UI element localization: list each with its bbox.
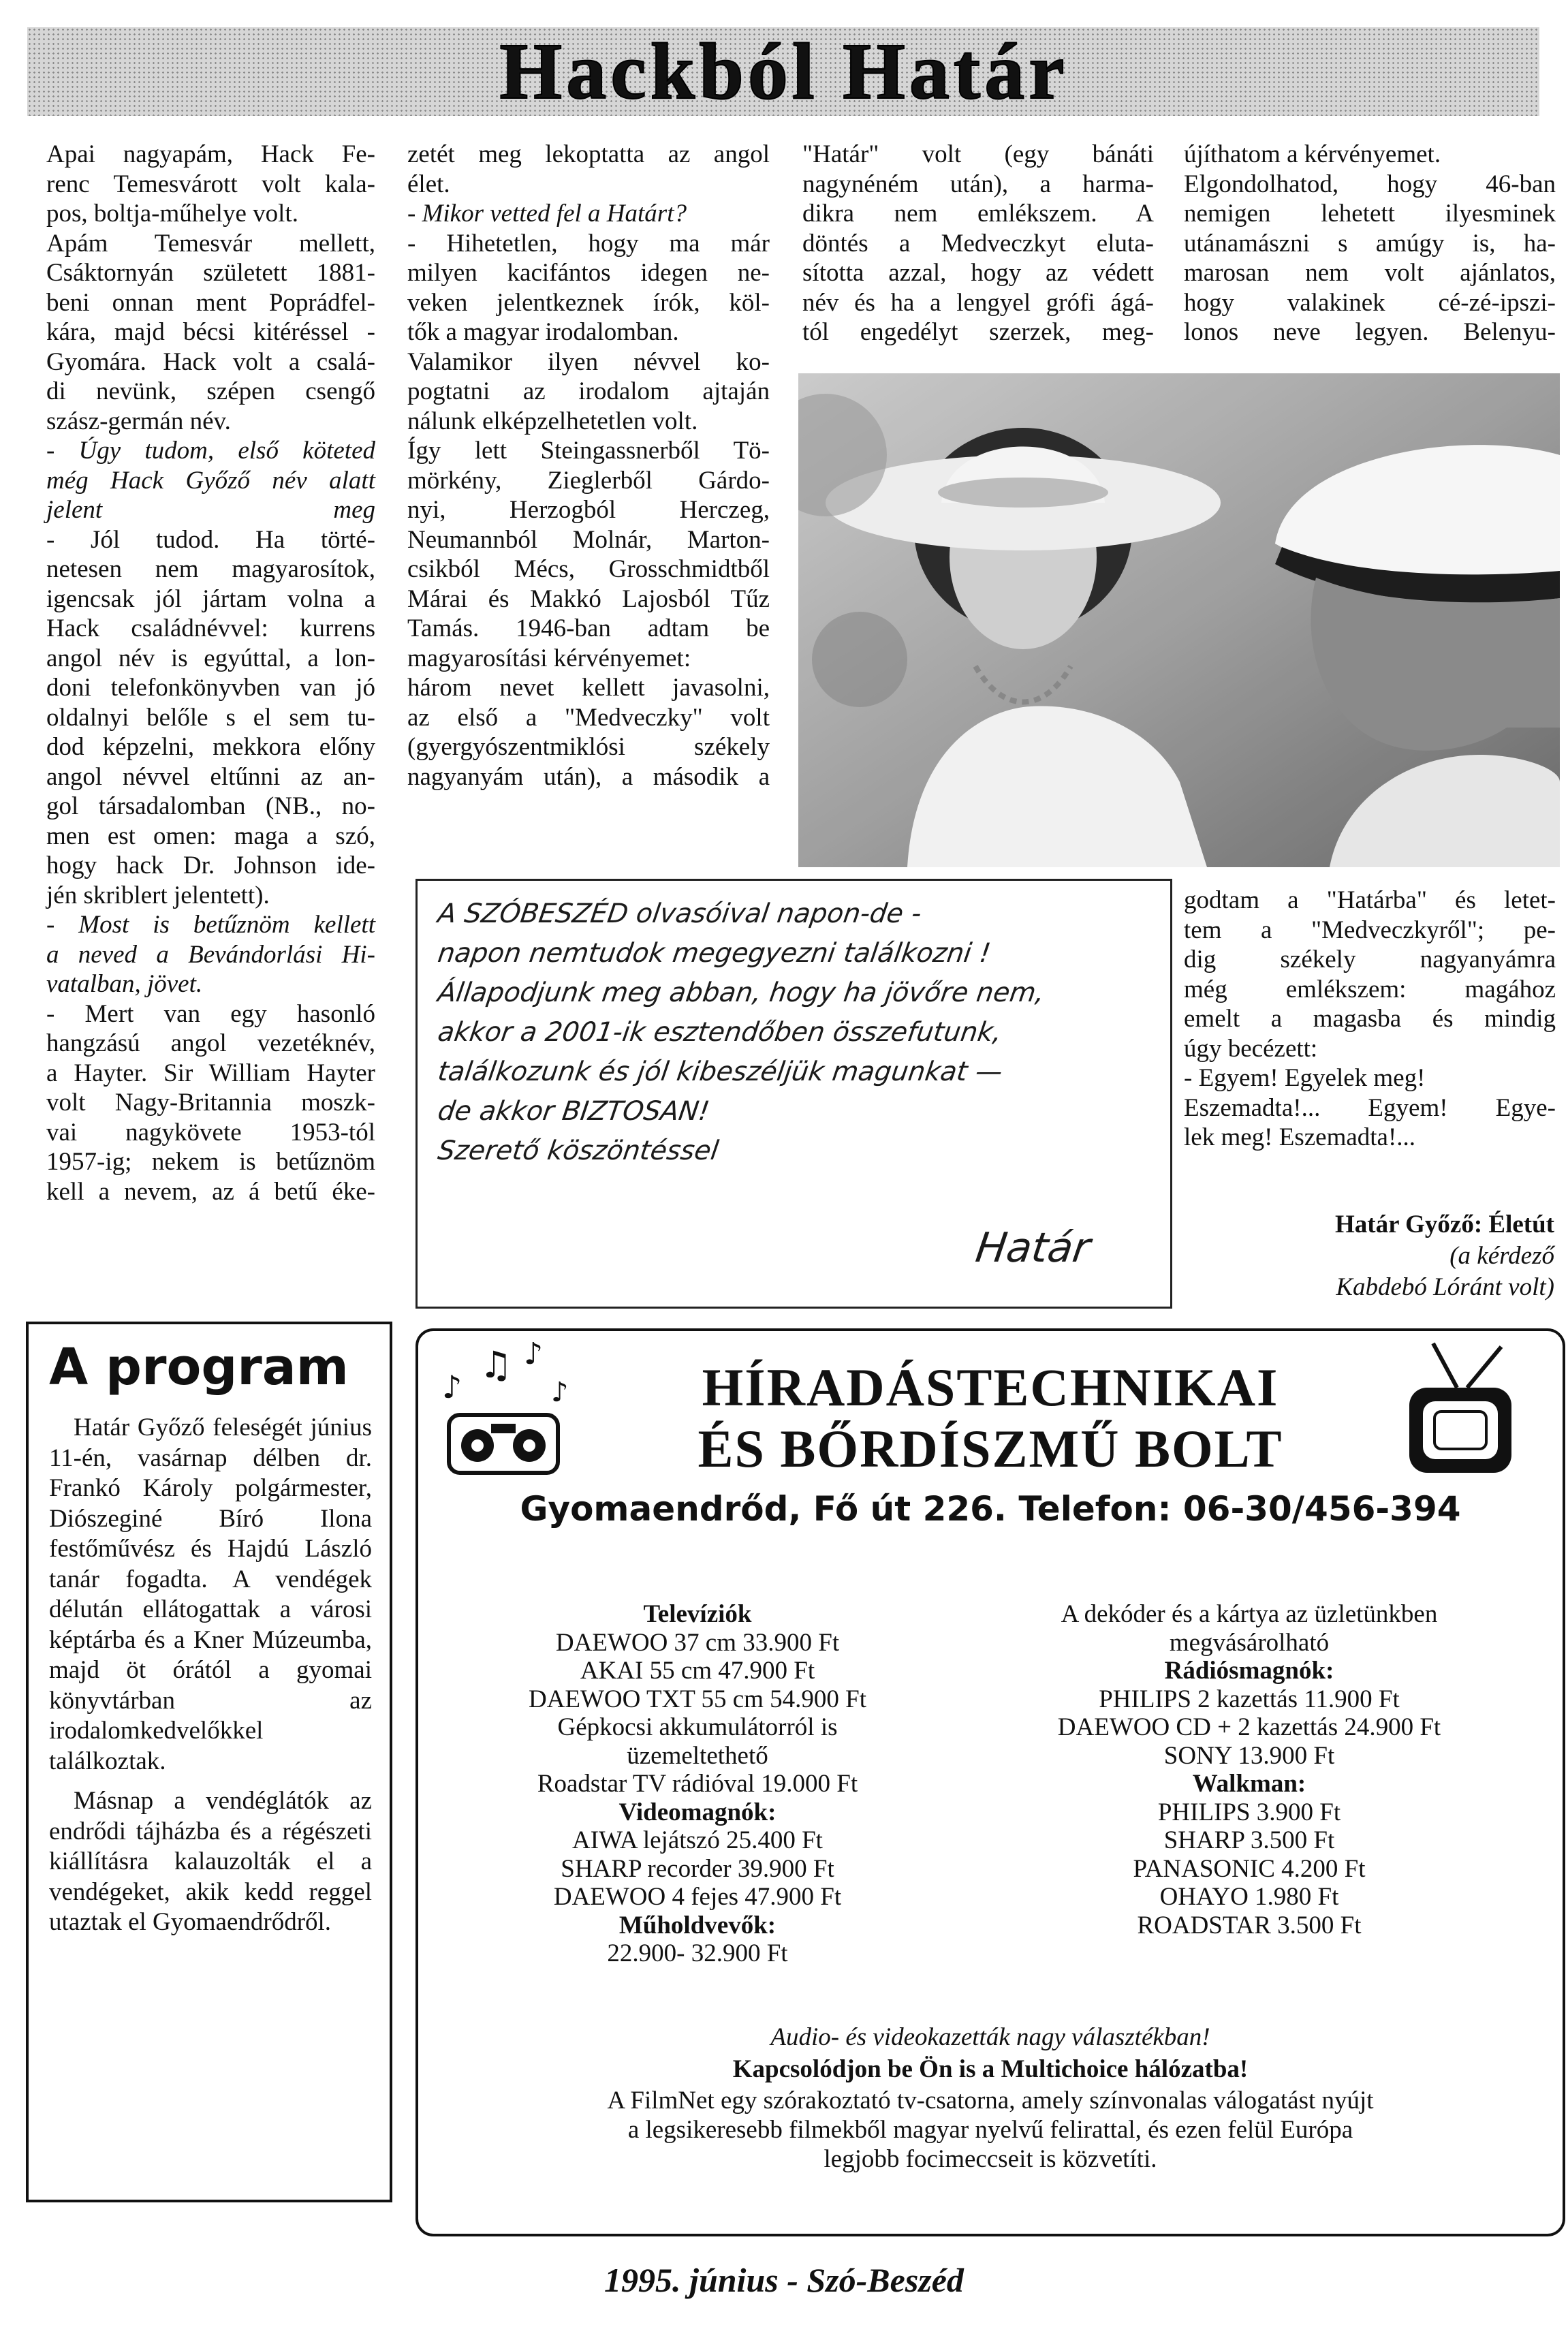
text-line: igencsak jól jártam volna a [46, 584, 375, 613]
text-line: netesen nem magyarosítok, [46, 555, 375, 583]
article-column-4 [1184, 140, 1556, 347]
text-line: - Egyem! Egyelek meg! [1184, 1064, 1426, 1092]
svg-text:♫: ♫ [480, 1343, 513, 1386]
list-heading: Rádiósmagnók: [1164, 1657, 1334, 1685]
text-line: Hack családnévvel: kurrens [46, 614, 375, 642]
text-line: hogy hack Dr. Johnson ide- [46, 852, 375, 879]
note-line: Szerető köszöntéssel [435, 1136, 721, 1166]
text-line: megvásárolható [1169, 1628, 1330, 1657]
text-line: PHILIPS 2 kazettás 11.900 Ft [1099, 1685, 1400, 1713]
text-line: ROADSTAR 3.500 Ft [1137, 1911, 1362, 1939]
program-box [26, 1322, 392, 2202]
text-line: tem a "Medveczkyről"; pe- [1184, 916, 1556, 944]
text-line: magyarosítási kérvényemet: [407, 644, 691, 672]
text-line: milyen kacifántos idegen ne- [407, 259, 770, 287]
text-line: Roadstar TV rádióval 19.000 Ft [537, 1770, 858, 1798]
text-line: három nevet kellett javasolni, [407, 674, 770, 702]
page-footer: 1995. június - Szó-Beszéd [604, 2261, 964, 2299]
shop-advertisement [415, 1328, 1565, 2236]
text-line: renc Temesvárott volt kala- [46, 170, 375, 198]
text-line: SHARP 3.500 Ft [1163, 1826, 1335, 1854]
text-line: vatalban, jövet. [46, 970, 203, 998]
text-line: A dekóder és a kártya az üzletünkben [1061, 1600, 1438, 1628]
text-line: dig székely nagyanyámra [1184, 946, 1556, 973]
text-line: élet. [407, 170, 450, 198]
list-heading: Műholdvevők: [618, 1911, 777, 1939]
handwritten-note [415, 879, 1172, 1309]
text-line: úgy becézett: [1184, 1034, 1318, 1063]
article-column-2 [407, 140, 770, 792]
svg-text:♪: ♪ [524, 1337, 544, 1371]
note-line: napon nemtudok megegyezni találkozni ! [435, 938, 993, 969]
text-line: PANASONIC 4.200 Ft [1133, 1854, 1366, 1883]
text-line: gol társadalomban (NB., no- [46, 792, 375, 820]
text-line: vai nagykövete 1953-tól [46, 1118, 375, 1146]
article-column-4-continued [1184, 886, 1556, 1153]
article-column-3 [802, 140, 1154, 347]
list-heading: Walkman: [1192, 1770, 1306, 1798]
text-line: újíthatom a kérvényemet. [1184, 140, 1441, 168]
text-line: jelent meg [46, 496, 375, 524]
text-line: emelt a magasba és mindig [1184, 1005, 1556, 1033]
text-line: még Hack Győző név alatt [46, 466, 375, 495]
note-line: Állapodjunk meg abban, hogy ha jövőre nem, [435, 978, 1047, 1008]
ad-list-right [1004, 1600, 1494, 1939]
article-credit [1184, 1209, 1554, 1303]
text-line: - Jól tudod. Ha törté- [46, 525, 375, 554]
text-line: lek meg! Eszemadta!... [1184, 1123, 1416, 1151]
text-line: döntés a Medveczkyt eluta- [802, 229, 1154, 258]
text-line: a neved a Bevándorlási Hi- [46, 940, 375, 969]
text-line: AIWA lejátszó 25.400 Ft [572, 1826, 823, 1854]
text-line: Apai nagyapám, Hack Fe- [46, 140, 375, 168]
photo-illustration [798, 373, 1560, 867]
svg-text:♪: ♪ [551, 1377, 569, 1408]
text-line: tők a magyar irodalomban. [407, 318, 679, 346]
program-paragraph-2: Másnap a vendéglátók az endrődi tájházba és a régészeti kiállításra kalauzolták el a vendégeket, akik kedd reggel utaztak el Gyomaendrődről. [49, 1787, 372, 1936]
program-title: A program [49, 1338, 349, 1396]
program-body [49, 1413, 372, 1938]
text-line: pogtatni az irodalom ajtaján [407, 377, 770, 405]
text-line: Eszemadta!... Egyem! Egye- [1184, 1093, 1556, 1122]
text-line: DAEWOO TXT 55 cm 54.900 Ft [528, 1685, 867, 1713]
text-line: angol névvel eltűnni az an- [46, 762, 375, 791]
text-line: szász-germán név. [46, 407, 231, 435]
ad-filmnet-line-1: A FilmNet egy szórakoztató tv-csatorna, amely színvonalas válogatást nyújt [607, 2087, 1374, 2115]
text-line: angol név is egyúttal, a lon- [46, 644, 375, 672]
text-line: 1957-ig; nekem is betűznöm [46, 1148, 375, 1176]
credit-interviewer-label: (a kérdező [1449, 1242, 1554, 1270]
note-line: akkor a 2001-ik esztendőben összefutunk, [435, 1017, 1004, 1048]
text-line: nagynéném után), a harma- [802, 170, 1154, 198]
text-line: DAEWOO 37 cm 33.900 Ft [555, 1628, 840, 1657]
text-line: dod képzelni, mekkora előny [46, 733, 375, 761]
text-line: utánamászni s amúgy is, ha- [1184, 229, 1556, 258]
text-line: AKAI 55 cm 47.900 Ft [580, 1657, 815, 1685]
text-line: Elgondolhatod, hogy 46-ban [1184, 170, 1556, 198]
ad-filmnet-line-3: legjobb focimeccseit is közvetíti. [824, 2145, 1157, 2173]
text-line: OHAYO 1.980 Ft [1159, 1883, 1339, 1911]
text-line: Apám Temesvár mellett, [46, 229, 375, 258]
text-line: - Most is betűznöm kellett [46, 911, 375, 939]
text-line: doni telefonkönyvben van jó [46, 674, 375, 702]
text-line: SONY 13.900 Ft [1163, 1741, 1335, 1770]
text-line: zetét meg lekoptatta az angol [407, 140, 770, 168]
text-line: godtam a "Határba" és letet- [1184, 886, 1556, 914]
note-line: találkozunk és jól kibeszéljük magunkat — [435, 1057, 1005, 1087]
text-line: volt Nagy-Britannia moszk- [46, 1089, 375, 1117]
text-line: hangzású angol vezetéknév, [46, 1029, 375, 1057]
credit-author: Határ Győző: Életút [1335, 1211, 1554, 1238]
ad-multichoice: Kapcsolódjon be Ön is a Multichoice hálózatba! [732, 2055, 1249, 2083]
ad-address: Gyomaendrőd, Fő út 226. Telefon: 06-30/456-394 [520, 1489, 1461, 1529]
article-title: Hackból Határ [499, 27, 1069, 116]
ad-title-1: HÍRADÁSTECHNIKAI [702, 1358, 1279, 1417]
text-line: a Hayter. Sir William Hayter [46, 1059, 375, 1087]
text-line: Így lett Steingassnerből Tö- [407, 437, 770, 465]
text-line: csikból Mécs, Grosschmidtből [407, 555, 770, 583]
program-paragraph-1: Határ Győző feleségét június 11-én, vasárnap délben dr. Frankó Károly polgármester, Diószeginé Bíró Ilona festőművész és Hajdú László tanár fogadta. A vendégek délután ellátogattak a városi képtárba és a Kner Múzeumba, majd öt órától a gyomai könyvtárban az irodalomkedvelőkkel találkoztak. [49, 1414, 372, 1775]
article-column-1 [46, 140, 375, 1206]
ad-tagline: Audio- és videokazetták nagy választékban! [770, 2023, 1210, 2051]
text-line: nagyanyám után), a második a [407, 762, 770, 791]
signature: Határ [973, 1224, 1093, 1272]
text-line: név és ha a lengyel grófi ágá- [802, 288, 1154, 317]
text-line: 22.900- 32.900 Ft [607, 1939, 788, 1967]
text-line: Csáktornyán született 1881- [46, 259, 375, 287]
text-line: nálunk elképzelhetetlen volt. [407, 407, 698, 435]
text-line: DAEWOO CD + 2 kazettás 24.900 Ft [1057, 1713, 1441, 1741]
ad-list-left [486, 1600, 909, 1968]
note-line: de akkor BIZTOSAN! [435, 1096, 712, 1127]
text-line: beni onnan ment Poprádfel- [46, 288, 375, 317]
text-line: - Hihetetlen, hogy ma már [407, 229, 770, 258]
ad-title-2: ÉS BŐRDÍSZMŰ BOLT [697, 1419, 1283, 1478]
text-line: Gépkocsi akkumulátorról is üzemeltethető [557, 1713, 838, 1770]
text-line: kára, majd bécsi kitéréssel - [46, 318, 375, 346]
text-line: Neumannból Molnár, Marton- [407, 525, 770, 554]
text-line: az első a "Medveczky" volt [407, 703, 770, 732]
text-line: (gyergyószentmiklósi székely [407, 733, 770, 761]
text-line: - Úgy tudom, első köteted [46, 437, 375, 465]
couple-photo [798, 373, 1560, 867]
text-line: Márai és Makkó Lajosból Tűz [407, 584, 770, 613]
text-line: - Mert van egy hasonló [46, 999, 375, 1028]
text-line: "Határ" volt (egy bánáti [802, 140, 1154, 168]
text-line: marosan nem volt ajánlatos, [1184, 259, 1556, 287]
text-line: mörkény, Zieglerből Gárdo- [407, 466, 770, 495]
text-line: oldalnyi belőle s el sem tu- [46, 703, 375, 732]
note-line: A SZÓBESZÉD olvasóival napon-de - [435, 899, 924, 929]
text-line: di nevünk, szépen csengő [46, 377, 375, 405]
text-line: dikra nem emlékszem. A [802, 200, 1154, 228]
text-line: még emlékszem: magához [1184, 975, 1556, 1003]
text-line: tól engedélyt szerzek, meg- [802, 318, 1154, 346]
text-line: veken jelentkeznek írók, köl- [407, 288, 770, 317]
credit-interviewer: Kabdebó Lóránt volt) [1336, 1273, 1554, 1301]
text-line: - Mikor vetted fel a Határt? [407, 200, 687, 228]
text-line: Gyomára. Hack volt a csalá- [46, 347, 375, 376]
text-line: PHILIPS 3.900 Ft [1157, 1798, 1341, 1826]
text-line: SHARP recorder 39.900 Ft [561, 1854, 834, 1883]
list-heading: Televíziók [643, 1600, 752, 1628]
text-line: nyi, Herzogból Herczeg, [407, 496, 770, 524]
list-heading: Videomagnók: [618, 1798, 777, 1826]
text-line: Tamás. 1946-ban adtam be [407, 614, 770, 642]
text-line: DAEWOO 4 fejes 47.900 Ft [553, 1883, 842, 1911]
svg-text:♪: ♪ [442, 1369, 462, 1405]
text-line: hogy valakinek cé-zé-ipszi- [1184, 288, 1556, 317]
text-line: nemigen lehetett ilyesminek [1184, 200, 1556, 228]
text-line: pos, boltja-műhelye volt. [46, 200, 298, 228]
ad-filmnet-line-2: a legsikeresebb filmekből magyar nyelvű felirattal, és ezen felül Európa [627, 2116, 1353, 2144]
text-line: jén skriblert jelentett). [46, 881, 270, 909]
text-line: men est omen: maga a szó, [46, 822, 375, 850]
text-line: Valamikor ilyen névvel ko- [407, 347, 770, 376]
text-line: kell a nevem, az á betű éke- [46, 1177, 375, 1206]
note-lines [435, 894, 1047, 1171]
text-line: lonos neve legyen. Belenyu- [1184, 318, 1556, 346]
text-line: sította azzal, hogy az védett [802, 259, 1154, 287]
